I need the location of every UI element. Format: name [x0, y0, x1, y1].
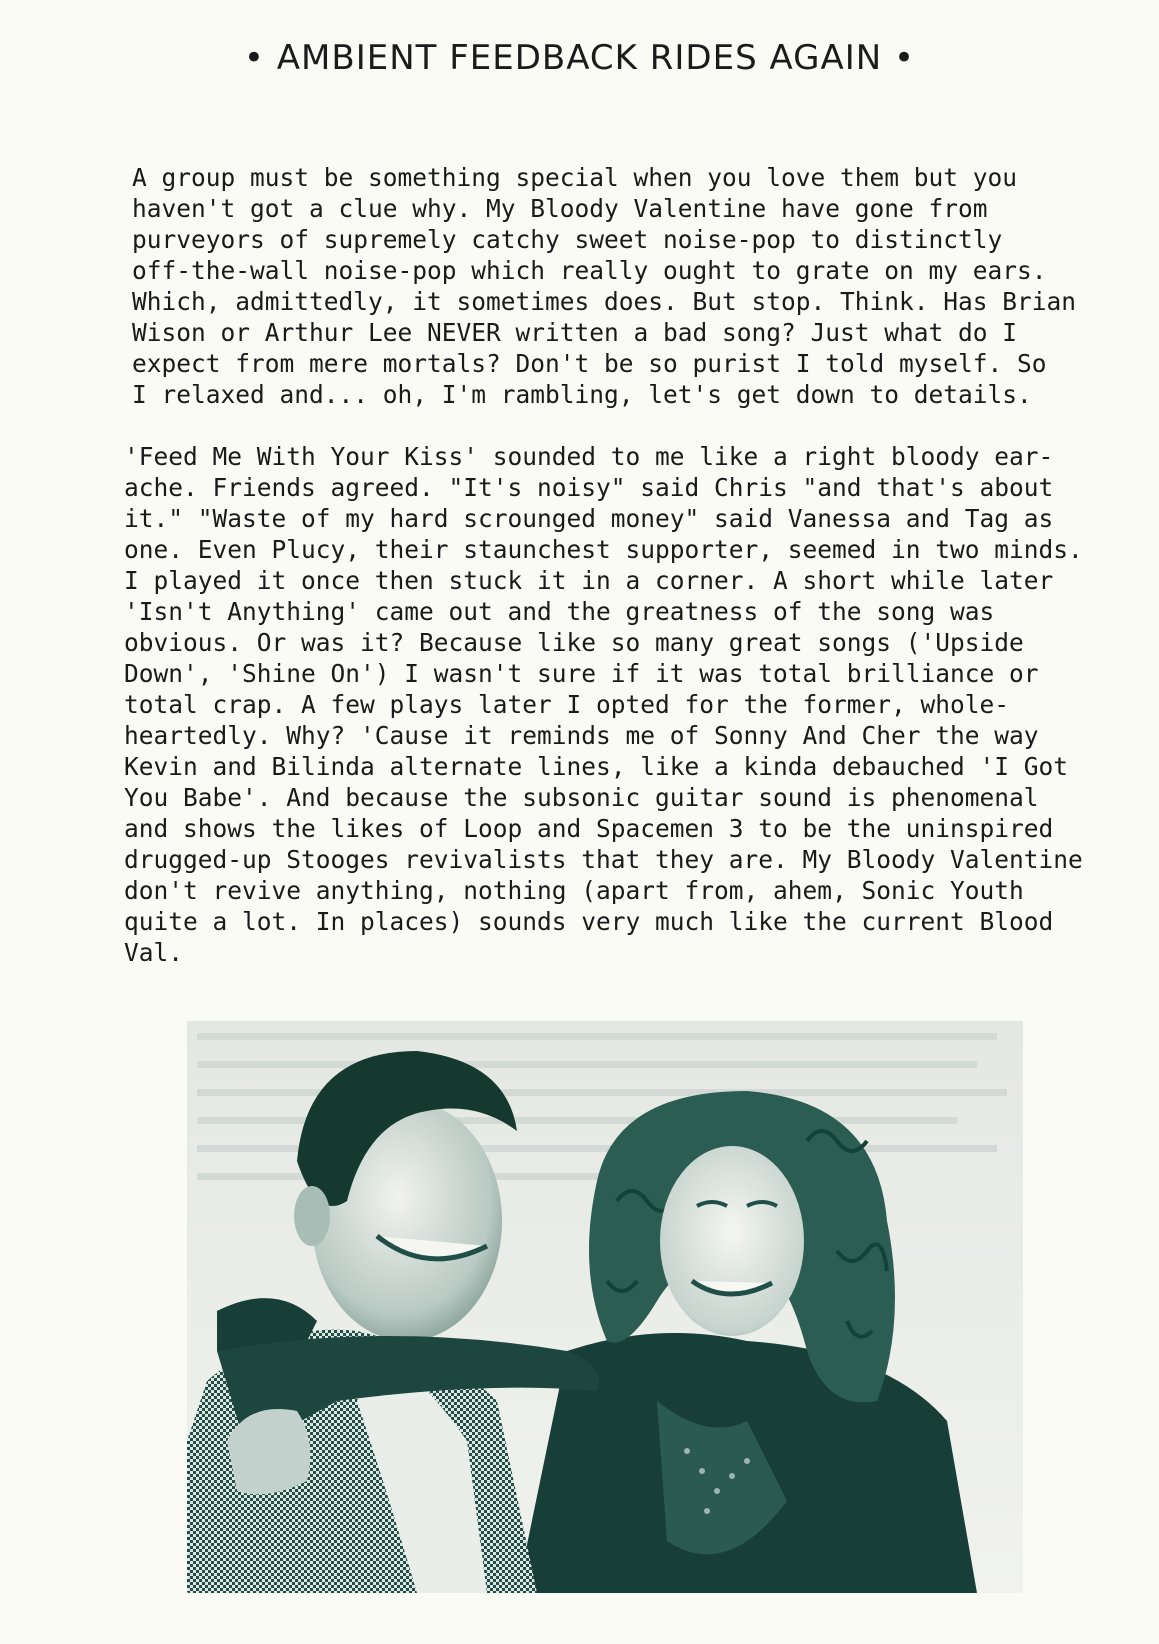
article-paragraph-1: A group must be something special when you love them but you haven't got a clue why. My Bloody Valentine have gone from purveyors of supremely catchy sweet noise-pop to distinctly off-the-wall noise-pop which really ought to grate on my ears. Which, admittedly, it sometimes does. But stop. Think. Has Brian Wison or Arthur Lee NEVER written a bad song? Just what do I expect from mere mortals? Don't be so purist I told myself. So I relaxed and... oh, I'm rambling, let's get down to details.: [132, 163, 1077, 409]
article-paragraph-2: 'Feed Me With Your Kiss' sounded to me like a right bloody ear- ache. Friends agreed. "It's noisy" said Chris "and that's about it." "Waste of my hard scrounged money" said Vanessa and Tag as one. Even Plucy, their staunchest supporter, seemed in two minds. I played it once then stuck it in a corner. A short while later 'Isn't Anything' came out and the greatness of the song was obvious. Or was it? Because like so many great songs ('Upside Down', 'Shine On') I wasn't sure if it was total brilliance or total crap. A few plays later I opted for the former, whole- heartedly. Why? 'Cause it reminds me of Sonny And Cher the way Kevin and Bilinda alternate lines, like a kinda debauched 'I Got You Babe'. And because the subsonic guitar sound is phenomenal and shows the likes of Loop and Spacemen 3 to be the uninspired drugged-up Stooges revivalists that they are. My Bloody Valentine don't revive anything, nothing (apart from, ahem, Sonic Youth quite a lot. In places) sounds very much like the current Blood Val.: [124, 442, 1083, 967]
photo-image: [187, 1021, 1023, 1593]
page-title: • AMBIENT FEEDBACK RIDES AGAIN •: [243, 38, 916, 78]
band-photo: [187, 1021, 1023, 1593]
